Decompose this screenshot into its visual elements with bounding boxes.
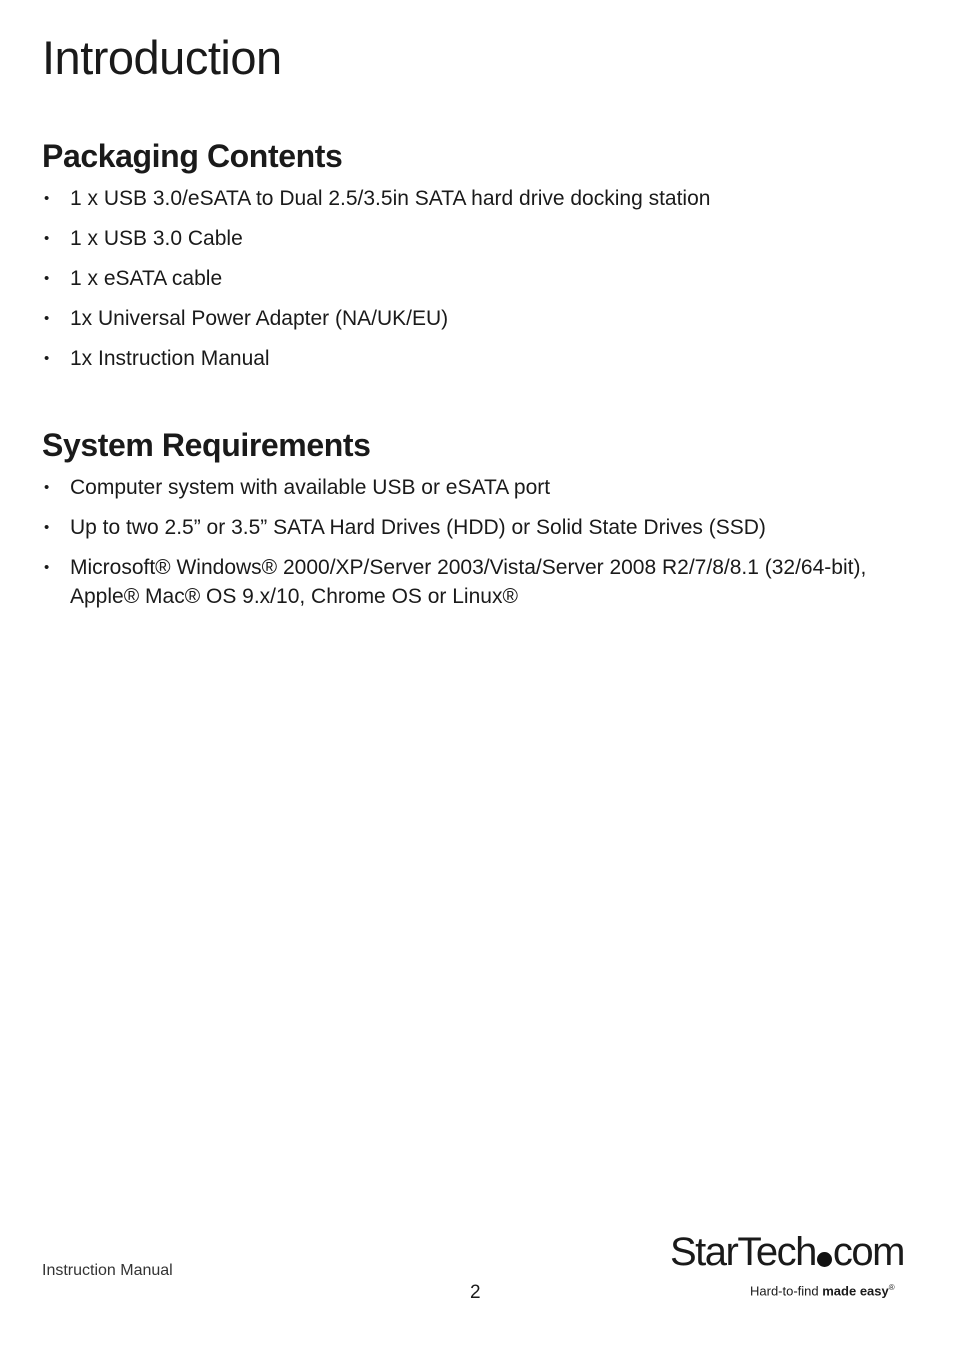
list-item-text: Computer system with available USB or eSATA port [70, 476, 551, 500]
list-item-text: 1 x USB 3.0/eSATA to Dual 2.5/3.5in SATA hard drive docking station [70, 187, 711, 211]
list-item-text: 1x Universal Power Adapter (NA/UK/EU) [70, 307, 449, 331]
logo-domain: com [832, 1230, 904, 1274]
packaging-contents-list [42, 184, 922, 373]
list-item [42, 224, 922, 253]
packaging-contents-heading: Packaging Contents [42, 138, 343, 174]
list-item-text: 1 x eSATA cable [70, 267, 223, 291]
list-item-text: Microsoft® Windows® 2000/XP/Server 2003/Vista/Server 2008 R2/7/8/8.1 (32/64-bit), Apple® Mac® OS 9.x/10, Chrome OS or Linux® [70, 556, 867, 609]
list-item [42, 304, 922, 333]
bullet-icon: • [44, 479, 50, 497]
logo-registered-mark: ® [888, 1283, 895, 1292]
bullet-icon: • [44, 270, 50, 288]
list-item [42, 553, 922, 611]
list-item-text: 1 x USB 3.0 Cable [70, 227, 243, 251]
logo-wordmark [670, 1232, 915, 1272]
list-item [42, 184, 922, 213]
system-requirements-heading: System Requirements [42, 427, 371, 463]
list-item [42, 473, 922, 502]
bullet-icon: • [44, 190, 50, 208]
logo-tagline [750, 1283, 895, 1298]
page-title: Introduction [42, 31, 282, 84]
list-item [42, 344, 922, 373]
page-number: 2 [470, 1282, 481, 1303]
system-requirements-list [42, 473, 922, 611]
list-item-text: Up to two 2.5” or 3.5” SATA Hard Drives (HDD) or Solid State Drives (SSD) [70, 516, 766, 540]
logo-brand: StarTech [670, 1230, 816, 1274]
list-item-text: 1x Instruction Manual [70, 347, 270, 371]
system-requirements-section [42, 426, 922, 622]
startech-logo [670, 1232, 915, 1302]
footer-document-label: Instruction Manual [42, 1262, 173, 1279]
bullet-icon: • [44, 230, 50, 248]
bullet-icon: • [44, 559, 50, 577]
bullet-icon: • [44, 519, 50, 537]
logo-dot-icon [817, 1252, 832, 1267]
list-item [42, 264, 922, 293]
list-item [42, 513, 922, 542]
logo-tagline-regular: Hard-to-find [750, 1283, 823, 1299]
packaging-contents-section [42, 137, 922, 384]
logo-tagline-bold: made easy [822, 1283, 889, 1299]
bullet-icon: • [44, 310, 50, 328]
bullet-icon: • [44, 350, 50, 368]
